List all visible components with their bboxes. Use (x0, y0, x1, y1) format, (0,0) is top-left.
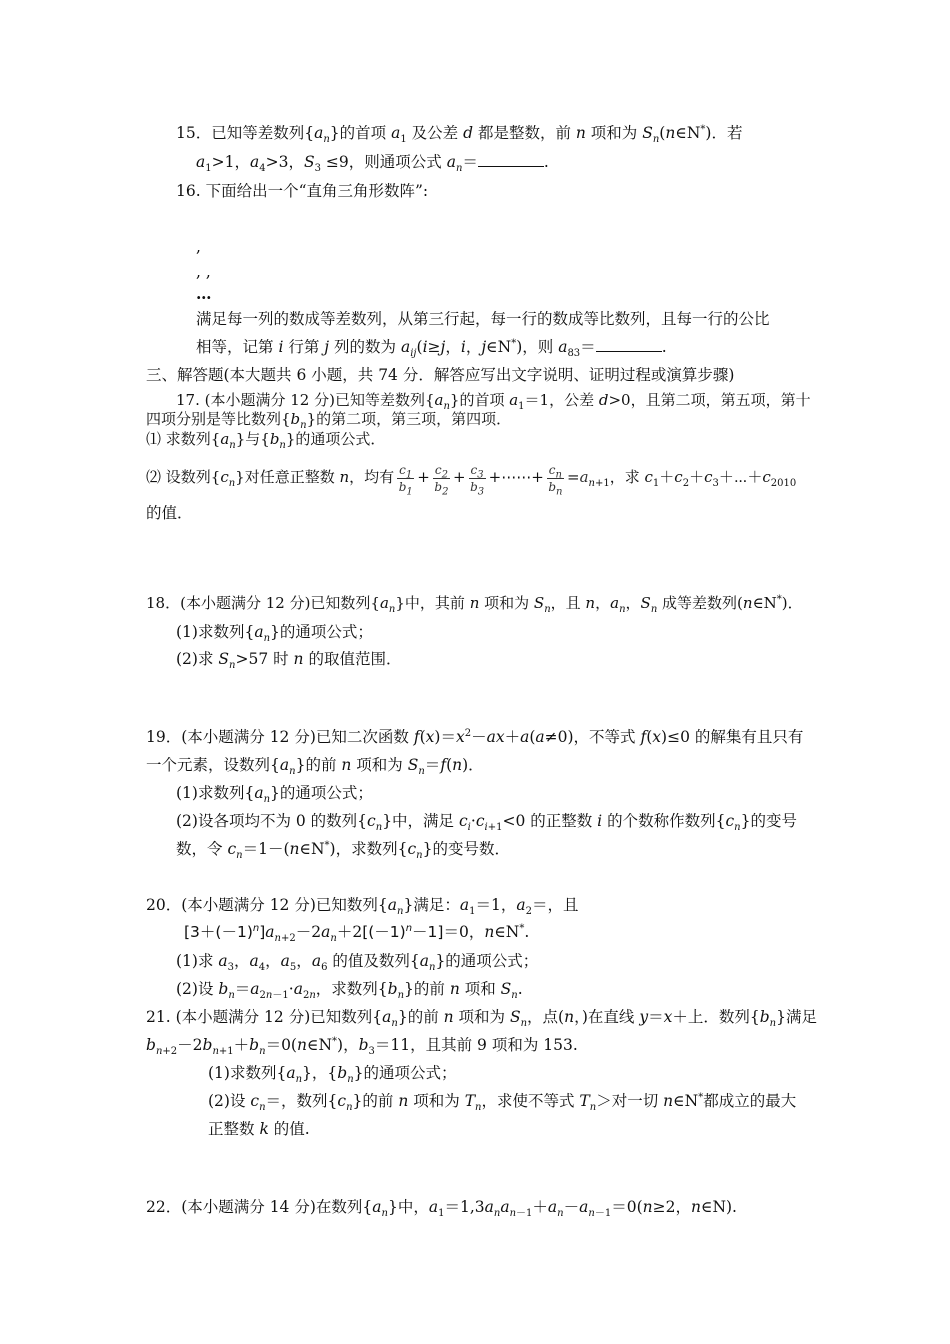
q19-line1: 19．(本小题满分 12 分)已知二次函数 $f(x)=x^2-ax+a(a\ne 0)$，不等式 f(x)≤0 的解集有且只有 (146, 727, 804, 746)
q19-part1: (1)求数列$\{a_n\}$的通项公式； (176, 784, 373, 806)
fraction-c3-b3: $\frac{c_3}{b_3}$ (470, 462, 485, 497)
q20-line1: 20．(本小题满分 12 分)已知数列$\{a_n\}$满足：$a_1=1$，$a_2=$，且 (146, 896, 579, 918)
q19-line2: 一个元素，设数列$\{a_n\}$的前 n 项和为 $S_n=f(n)$． (146, 756, 484, 778)
q16-line1: 16. 下面给出一个“直角三角形数阵”: (176, 182, 429, 200)
q19-part2a: (2)设各项均不为 0 的数列$\{c_n\}$中，满足 $c_i\cdot c_{i+1}<0$ 的正整数 i 的个数称作数列$\{c_n\}$的变号 (176, 812, 797, 834)
q17-part2-end: 的值． (146, 504, 193, 522)
q20-part1: (1)求 $a_3$，$a_4$，$a_5$，$a_6$ 的值及数列$\{a_n\}$的通项公式； (176, 952, 539, 974)
q15-line1: 15．已知等差数列$\{a_n\}$的首项 $a_1$ 及公差 d 都是整数，前 n 项和为 $S_n(n\in N^*)$．若 (176, 123, 743, 146)
q16-answer-blank (596, 337, 662, 352)
section3-heading: 三、解答题(本大题共 6 小题，共 74 分．解答应写出文字说明、证明过程或演算步骤) (146, 366, 735, 384)
q21-line2: $b_{n+2}-2b_{n+1}+b_n=0(n\in N^*)$，$b_3=11$，且其前 9 项和为 153. (146, 1035, 578, 1058)
q16-row2: , , (196, 263, 211, 281)
q20-part2: (2)设 $b_n=a_{2n-1}\cdot a_{2n}$，求数列$\{b_n\}$的前 n 项和 $S_n$. (176, 980, 523, 1002)
q18-part1: (1)求数列$\{a_n\}$的通项公式； (176, 623, 373, 645)
q16-line3: 相等，记第 i 行第 j 列的数为 $a_{ij}(i\ge j$，i，j∈N*)，则 $a_{83}=$ . (196, 337, 667, 360)
q21-part1: (1)求数列$\{a_n\}$，$\{b_n\}$的通项公式； (208, 1064, 457, 1086)
q22-line1: 22．(本小题满分 14 分)在数列$\{a_n\}$中，$a_1=1,3a_na_{n-1}+a_n-a_{n-1}=0(n\ge 2$，n∈N). (146, 1198, 737, 1220)
q19-part2b: 数，令 $c_n=1-(n\in N^*)$，求数列$\{c_n\}$的变号数． (176, 839, 510, 862)
q20-line2: $[3+(-1)^n]a_{n+2}-2a_n+2[(-1)^n-1]=0$，n∈N*. (184, 922, 530, 945)
fraction-cn-bn: $\frac{c_n}{b_n}$ (548, 462, 563, 497)
q16-line2: 满足每一列的数成等差数列，从第三行起，每一行的数成等比数列，且每一行的公比 (196, 310, 770, 328)
q18-part2: (2)求 $S_n>57$ 时 n 的取值范围． (176, 650, 402, 672)
q16-row3: … (196, 284, 212, 303)
q21-part2b: 正整数 k 的值. (208, 1120, 310, 1138)
q21-line1: 21. (本小题满分 12 分)已知数列$\{a_n\}$的前 n 项和为 $S_n$，点(n，)在直线 y＝x＋上．数列$\{b_n\}$满足 (146, 1008, 817, 1030)
q17-line2: 四项分别是等比数列$\{b_n\}$的第二项，第三项，第四项． (146, 410, 512, 431)
q17-line1: 17. (本小题满分 12 分)已知等差数列$\{a_n\}$的首项 $a_1=1$，公差 d>0，且第二项，第五项，第十 (176, 391, 811, 412)
q21-part2a: (2)设 $c_n=$，数列$\{c_n\}$的前 n 项和为 $T_n$，求使不等式 $T_n>$对一切 n∈N*都成立的最大 (208, 1091, 797, 1114)
q17-part2: ⑵ 设数列$\{c_n\}$对任意正整数 n，均有 $\frac{c_1}{b_1}$ + $\frac{c_2}{b_2}$ + $\frac{c_3}{b_3}$ +⋯⋯+ $\frac{c_n}{b_n}$ $=a_{n+1}$，求 $c_1+c_2+c_3+\cdots+c_{2010}$ (146, 462, 797, 497)
q17-part1: ⑴ 求数列$\{a_n\}$与$\{b_n\}$的通项公式． (146, 430, 386, 451)
fraction-c2-b2: $\frac{c_2}{b_2}$ (434, 462, 449, 497)
q16-row1: , (196, 238, 201, 256)
q15-answer-blank (478, 152, 544, 167)
fraction-c1-b1: $\frac{c_1}{b_1}$ (398, 462, 413, 497)
q15-line2: $a_1>1$，$a_4>3$，$S_3 \le 9$，则通项公式 $a_n=$ . (196, 153, 549, 175)
q18-line1: 18．(本小题满分 12 分)已知数列$\{a_n\}$中，其前 n 项和为 $S_n$，且 n，$a_n$，$S_n$ 成等差数列(n∈N*)． (146, 594, 803, 615)
